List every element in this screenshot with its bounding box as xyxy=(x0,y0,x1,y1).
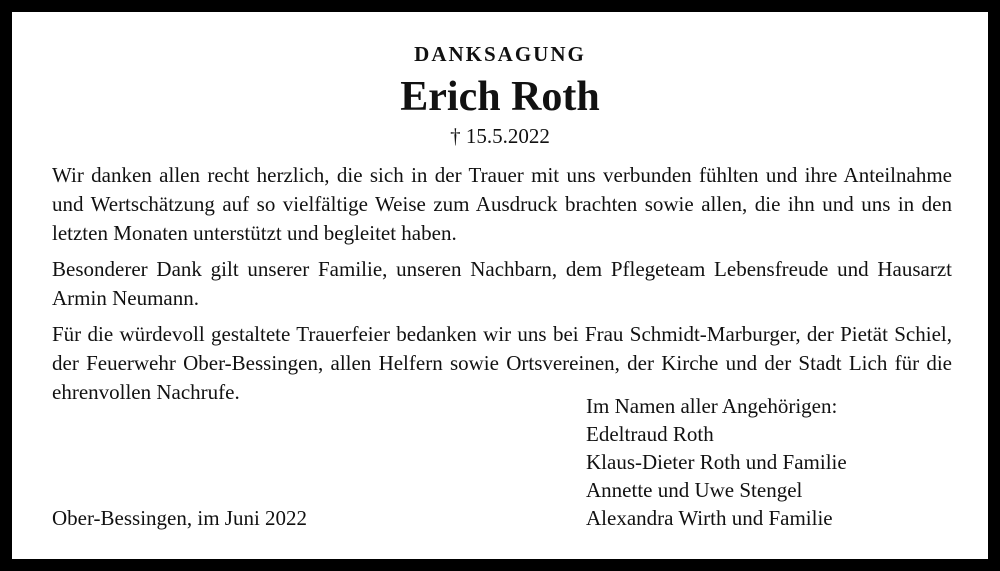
signoff-intro: Im Namen aller Angehörigen: xyxy=(586,394,838,418)
signoff-name: Alexandra Wirth und Familie xyxy=(586,506,833,530)
signoff-block xyxy=(586,392,847,532)
paragraph-ceremony-thanks: Für die würdevoll gestaltete Trauerfeier bedanken wir uns bei Frau Schmidt-Marburger, der Pietät Schiel, der Feuerwehr Ober-Bessingen, allen Helfern sowie Ortsvereinen, der Kirche und der Stadt Lich für die ehrenvollen Nachrufe. xyxy=(52,322,952,404)
place-and-date: Ober-Bessingen, im Juni 2022 xyxy=(52,506,308,530)
notice-body xyxy=(52,161,952,414)
signoff-name: Edeltraud Roth xyxy=(586,422,714,446)
obituary-notice xyxy=(28,18,972,553)
paragraph-thanks: Wir danken allen recht herzlich, die sich in der Trauer mit uns verbunden fühlten und ihre Anteilnahme und Wertschätzung auf so vielfältige Weise zum Ausdruck brachten sowie allen, die ihn und uns in den letzten Monaten unterstützt und begleitet haben. xyxy=(52,163,952,245)
signoff-name: Klaus-Dieter Roth und Familie xyxy=(586,450,847,474)
notice-heading: DANKSAGUNG xyxy=(414,42,586,66)
death-date: † 15.5.2022 xyxy=(450,124,550,148)
deceased-name: Erich Roth xyxy=(400,74,600,120)
signoff-name: Annette und Uwe Stengel xyxy=(586,478,803,502)
paragraph-special-thanks: Besonderer Dank gilt unserer Familie, unseren Nachbarn, dem Pflegeteam Lebensfreude und Hausarzt Armin Neumann. xyxy=(52,257,952,310)
